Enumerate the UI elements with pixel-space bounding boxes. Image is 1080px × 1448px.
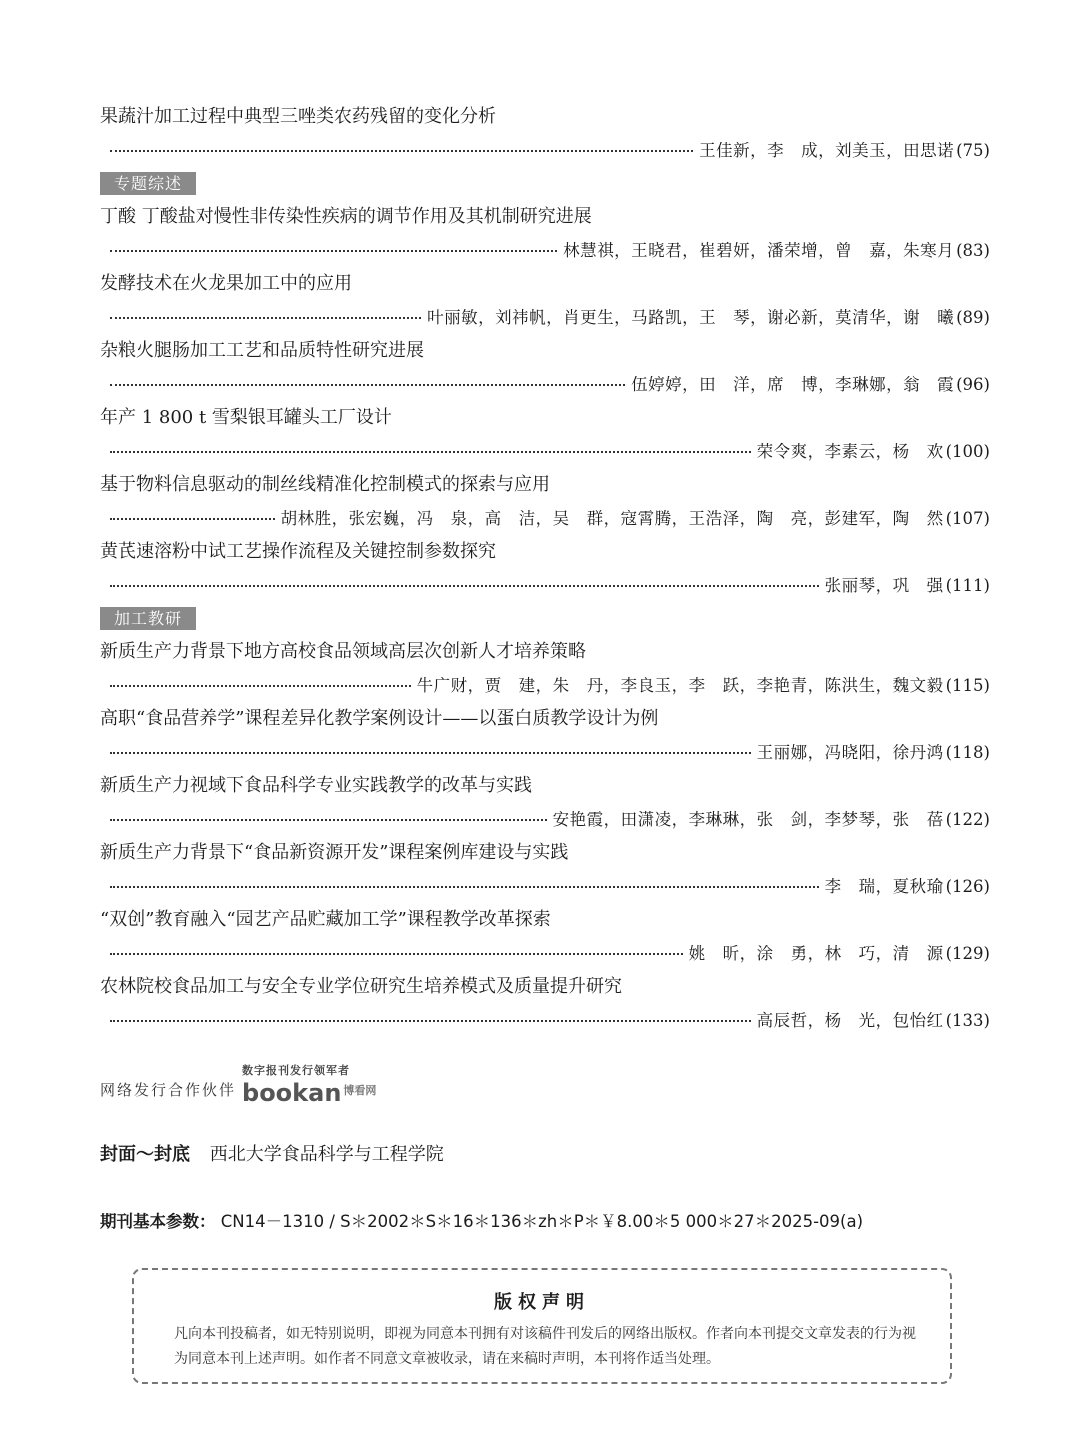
article-byline: [100, 234, 990, 267]
dot-leader: [110, 685, 411, 687]
article-page: (83): [956, 241, 990, 260]
article-page: (100): [945, 442, 990, 461]
copyright-notice: [132, 1268, 952, 1384]
article-byline: [100, 134, 990, 167]
article-title: 高职“食品营养学”课程差异化教学案例设计——以蛋白质教学设计为例: [100, 708, 659, 729]
article-byline: [100, 870, 990, 903]
article-title: 新质生产力背景下地方高校食品领域高层次创新人才培养策略: [100, 641, 586, 662]
cover-value: 西北大学食品科学与工程学院: [209, 1144, 444, 1165]
toc-entry[interactable]: [100, 836, 990, 903]
copyright-title: 版权声明: [494, 1292, 590, 1313]
article-authors: 安艳霞，田潇凌，李琳琳，张 剑，李梦琴，张 蓓: [552, 810, 944, 829]
article-byline: [100, 569, 990, 602]
article-title: 新质生产力背景下“食品新资源开发”课程案例库建设与实践: [100, 842, 569, 863]
article-page: (89): [956, 308, 990, 327]
article-authors: 姚 昕，涂 勇，林 巧，清 源: [688, 944, 944, 963]
toc-entry[interactable]: [100, 769, 990, 836]
article-title: 新质生产力视域下食品科学专业实践教学的改革与实践: [100, 775, 532, 796]
cover-credit: [100, 1140, 444, 1166]
article-byline: [100, 1004, 990, 1037]
toc-entry[interactable]: [100, 535, 990, 602]
article-title: 年产 1 800 t 雪梨银耳罐头工厂设计: [100, 407, 392, 428]
article-authors: 伍婷婷，田 洋，席 博，李琳娜，翁 霞: [631, 375, 955, 394]
article-title: 农林院校食品加工与安全专业学位研究生培养模式及质量提升研究: [100, 976, 622, 997]
dot-leader: [110, 819, 547, 821]
article-title: 黄芪速溶粉中试工艺操作流程及关键控制参数探究: [100, 541, 496, 562]
toc-entry[interactable]: [100, 970, 990, 1037]
journal-parameters: [100, 1208, 863, 1232]
copyright-text: 凡向本刊投稿者，如无特别说明，即视为同意本刊拥有对该稿件刊发后的网络出版权。作者向本刊提交文章发表的行为视为同意本刊上述声明。如作者不同意文章被收录，请在来稿时声明，本刊将作适当处理。: [174, 1326, 916, 1367]
article-byline: [100, 435, 990, 468]
section-header: [100, 167, 990, 200]
distribution-partner: [100, 1062, 376, 1106]
article-authors: 张丽琴，巩 强: [824, 576, 944, 595]
article-page: (96): [956, 375, 990, 394]
article-byline: [100, 502, 990, 535]
toc-entry[interactable]: [100, 100, 990, 167]
article-byline: [100, 736, 990, 769]
section-header: [100, 602, 990, 635]
cover-label: 封面～封底: [100, 1144, 190, 1165]
toc-entry[interactable]: [100, 635, 990, 702]
article-page: (111): [945, 576, 990, 595]
article-authors: 胡林胜，张宏巍，冯 泉，高 洁，吴 群，寇霄腾，王浩泽，陶 亮，彭建军，陶 然: [280, 509, 944, 528]
article-authors: 叶丽敏，刘祎帆，肖更生，马路凯，王 琴，谢必新，莫清华，谢 曦: [427, 308, 955, 327]
article-title: 基于物料信息驱动的制丝线精准化控制模式的探索与应用: [100, 474, 550, 495]
article-page: (126): [945, 877, 990, 896]
toc-entry[interactable]: [100, 903, 990, 970]
logo-main-text: bookan: [242, 1079, 342, 1107]
dot-leader: [110, 250, 557, 252]
logo-tagline: 数字报刊发行领军者: [242, 1064, 351, 1077]
dot-leader: [110, 886, 819, 888]
bookan-logo[interactable]: [242, 1062, 376, 1106]
params-value: CN14－1310 / S＊2002＊S＊16＊136＊zh＊P＊￥8.00＊5 000＊27＊2025-09(a): [220, 1212, 864, 1231]
article-authors: 高辰哲，杨 光，包怡红: [756, 1011, 944, 1030]
dot-leader: [110, 953, 683, 955]
article-authors: 牛广财，贾 建，朱 丹，李良玉，李 跃，李艳青，陈洪生，魏文毅: [416, 676, 944, 695]
toc-entry[interactable]: [100, 200, 990, 267]
article-title: 丁酸 丁酸盐对慢性非传染性疾病的调节作用及其机制研究进展: [100, 206, 592, 227]
article-byline: [100, 937, 990, 970]
section-label: 加工教研: [100, 607, 196, 630]
toc-entry[interactable]: [100, 334, 990, 401]
article-title: 杂粮火腿肠加工工艺和品质特性研究进展: [100, 340, 424, 361]
article-page: (118): [945, 743, 990, 762]
toc-entry[interactable]: [100, 267, 990, 334]
logo-sub-text: 博看网: [343, 1084, 377, 1097]
article-page: (133): [945, 1011, 990, 1030]
logo-wordmark: [242, 1078, 376, 1106]
section-label: 专题综述: [100, 172, 196, 195]
article-page: (75): [956, 141, 990, 160]
dot-leader: [110, 518, 275, 520]
article-page: (122): [945, 810, 990, 829]
article-title: “双创”教育融入“园艺产品贮藏加工学”课程教学改革探索: [100, 909, 551, 930]
dot-leader: [110, 150, 693, 152]
dot-leader: [110, 585, 819, 587]
dot-leader: [110, 317, 421, 319]
params-label: 期刊基本参数：: [100, 1212, 216, 1231]
article-byline: [100, 669, 990, 702]
toc-entry[interactable]: [100, 401, 990, 468]
article-page: (107): [945, 509, 990, 528]
article-authors: 李 瑞，夏秋瑜: [824, 877, 944, 896]
dot-leader: [110, 384, 625, 386]
article-authors: 王丽娜，冯晓阳，徐丹鸿: [756, 743, 944, 762]
article-title: 发酵技术在火龙果加工中的应用: [100, 273, 352, 294]
article-page: (115): [945, 676, 990, 695]
dot-leader: [110, 1020, 751, 1022]
article-authors: 王佳新，李 成，刘美玉，田思诺: [699, 141, 955, 160]
table-of-contents: [100, 100, 990, 1037]
toc-entry[interactable]: [100, 468, 990, 535]
article-byline: [100, 368, 990, 401]
toc-entry[interactable]: [100, 702, 990, 769]
article-byline: [100, 301, 990, 334]
article-byline: [100, 803, 990, 836]
partner-label: 网络发行合作伙伴: [100, 1081, 237, 1099]
dot-leader: [110, 752, 751, 754]
article-authors: 荣令爽，李素云，杨 欢: [756, 442, 944, 461]
article-page: (129): [945, 944, 990, 963]
article-authors: 林慧祺，王晓君，崔碧妍，潘荣增，曾 嘉，朱寒月: [563, 241, 955, 260]
dot-leader: [110, 451, 751, 453]
article-title: 果蔬汁加工过程中典型三唑类农药残留的变化分析: [100, 106, 496, 127]
